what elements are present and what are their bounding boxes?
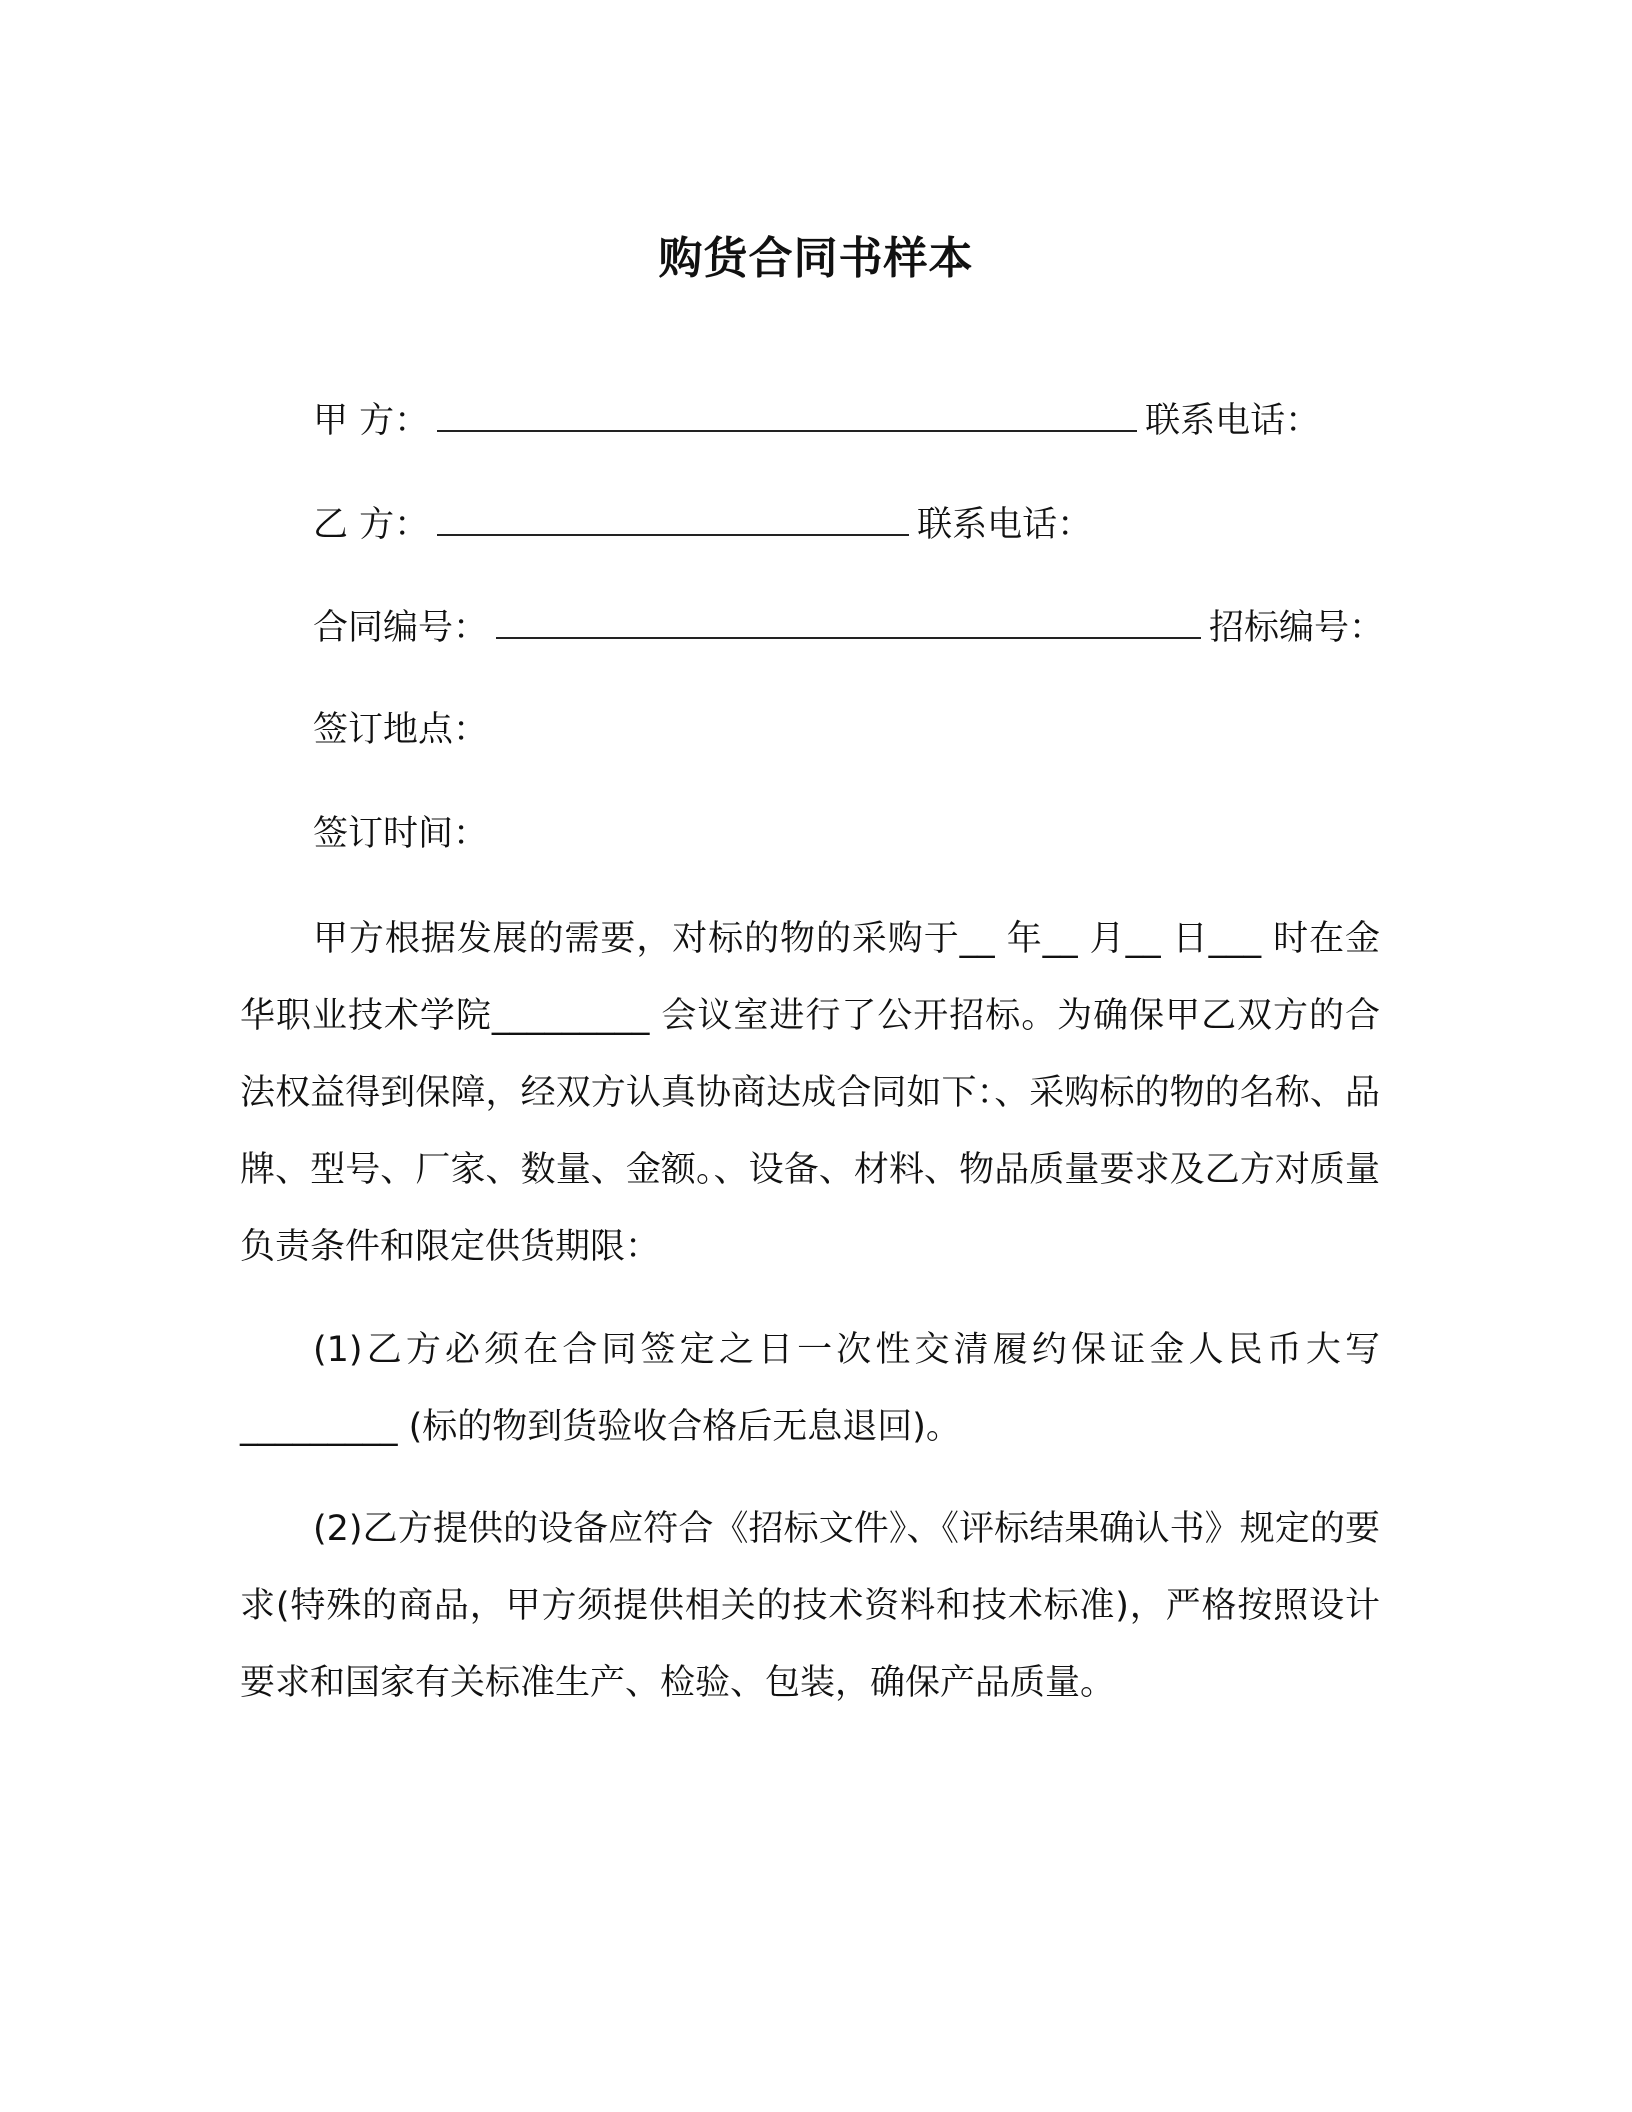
party-a-contact-label: 联系电话： bbox=[1145, 401, 1321, 441]
party-b-label: 乙 方： bbox=[313, 505, 430, 545]
party-b-contact-label: 联系电话： bbox=[917, 505, 1093, 545]
document-title: 购货合同书样本 bbox=[658, 233, 974, 284]
intro-paragraph: 甲方根据发展的需要，对标的物的采购于__ 年__ 月__ 日___ 时在金华职业技术学院_________ 会议室进行了公开招标。为确保甲乙双方的合法权益得到保障，经双方认真协商达成合同如下：、采购标的物的名称、品牌、型号、厂家、数量、金额。、设备、材料、物品质量要求及乙方对质量负责条件和限定供货期限： bbox=[240, 919, 1380, 1267]
sign-place-label: 签订地点： bbox=[313, 710, 489, 750]
contract-no-row bbox=[313, 603, 1384, 652]
contract-no-label: 合同编号： bbox=[313, 608, 489, 648]
party-a-label: 甲 方： bbox=[313, 401, 430, 441]
sign-time-row bbox=[313, 810, 488, 858]
sign-place-row bbox=[313, 706, 488, 754]
tender-no-label: 招标编号： bbox=[1209, 608, 1385, 648]
clause-2-paragraph: (2)乙方提供的设备应符合《招标文件》、《评标结果确认书》规定的要求(特殊的商品，甲方须提供相关的技术资料和技术标准)，严格按照设计要求和国家有关标准生产、检验、包装，确保产品质量。 bbox=[240, 1509, 1380, 1703]
party-a-blank bbox=[437, 396, 1137, 432]
party-a-row bbox=[313, 396, 1320, 445]
contract-no-blank bbox=[496, 603, 1201, 639]
party-b-row bbox=[313, 500, 1092, 549]
sign-time-label: 签订时间： bbox=[313, 814, 489, 854]
party-b-blank bbox=[437, 500, 909, 536]
clause-1-paragraph: (1)乙方必须在合同签定之日一次性交清履约保证金人民币大写_________ (标的物到货验收合格后无息退回)。 bbox=[240, 1330, 1380, 1447]
